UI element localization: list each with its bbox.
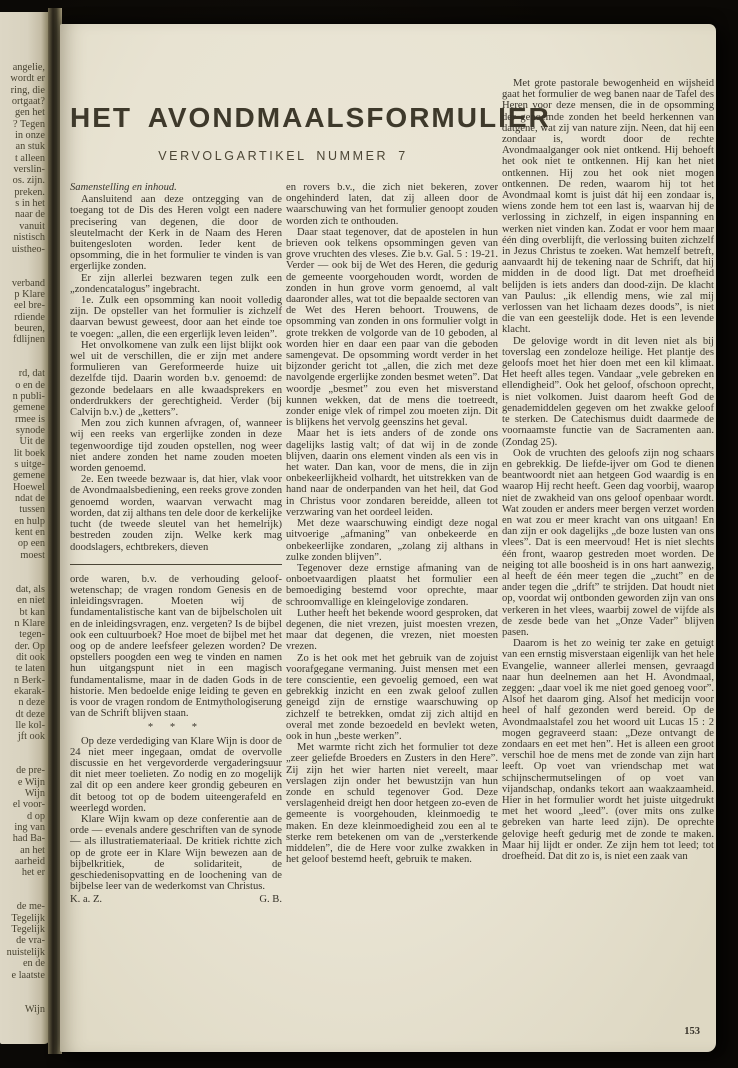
spine-fragment-line: ndat de bbox=[14, 493, 45, 505]
spine-fragment-line: moest bbox=[20, 549, 45, 561]
spine-fragment-line: bt kan bbox=[19, 606, 45, 618]
spine-fragment-line: het er bbox=[21, 867, 45, 879]
spine-fragment-line: rd, dat bbox=[18, 368, 45, 380]
article-subtitle: VERVOLGARTIKEL NUMMER 7 bbox=[158, 149, 408, 163]
spine-fragment-line: tegen- bbox=[19, 629, 45, 641]
signature-initials-right: G. B. bbox=[259, 894, 282, 906]
spine-fragment-line: verband bbox=[11, 277, 45, 289]
spine-fragment-line bbox=[0, 561, 45, 572]
spine-fragment-line: an het bbox=[20, 844, 45, 856]
spine-fragment-line bbox=[0, 266, 45, 277]
spine-fragment-line: dit ook bbox=[16, 651, 45, 663]
spine-fragment-line: an stuk bbox=[15, 141, 45, 153]
paragraph: 2e. Een tweede bezwaar is, dat hier, vlak voor de Avondmaalsbediening, een reeks grove zonden genoemd worden, waarvan verwacht mag worden, dat zij althans ten dele door de kerkelijke tucht (de tweede sleutel van het hemelrijk) bestreden zouden zijn. Welke kerk mag doodslagers, echtbrekers, dieven bbox=[70, 474, 282, 553]
spine-fragment-line bbox=[0, 255, 45, 266]
spine-fragment-line: Wijn bbox=[24, 788, 45, 799]
paragraph: Luther heeft het bekende woord gesproken, dat degenen, die niet vrezen, juist moesten vrezen, maar dat degenen, die vrezen, niet moesten vrezen. bbox=[286, 607, 498, 653]
paragraph: Tegenover deze ernstige afmaning van de onboetvaardigen plaatst het formulier een bemoediging bestemd voor oprechte, maar schroomvallige en kleingelovige zondaren. bbox=[286, 562, 498, 608]
article-divider-rule bbox=[70, 564, 282, 565]
spine-fragment-line: jft ook bbox=[17, 731, 45, 743]
spine-fragment-line: ing van bbox=[14, 822, 45, 834]
spine-fragment-line: naar de bbox=[14, 209, 45, 221]
paragraph: 1e. Zulk een opsomming kan nooit volledig zijn. De opsteller van het formulier is zichzelf daarvan bewust geweest, door aan het einde toe te voegen: „allen, die een ergerlijk leven leiden”. bbox=[70, 295, 282, 340]
paragraph: Klare Wijn kwam op deze conferentie aan de orde — evenals andere geschriften van de synode — als illustratiemateriaal. De kritiek richtte zich op de grote eer in Klare Wijn bewezen aan de bijbelkritiek, de solidariteit, de geschiedenisopvatting en de loochening van de bijbelse leer van de wederkomst van Christus. bbox=[70, 813, 282, 893]
spine-fragment-line: Uit de bbox=[19, 436, 45, 448]
spine-fragment-line: nistisch bbox=[13, 232, 45, 244]
spine-fragment-line: in onze bbox=[14, 130, 45, 142]
spine-fragment-line: gemene bbox=[12, 470, 45, 482]
spine-fragment-line: ? Tegen bbox=[13, 118, 45, 130]
spine-fragment-line: ortgaat? bbox=[11, 96, 45, 108]
section-heading: Samenstelling en inhoud. bbox=[70, 182, 177, 193]
spine-fragment-line: fdlijnen bbox=[12, 334, 45, 346]
spine-fragment-line: n deze bbox=[18, 697, 45, 709]
page-number: 153 bbox=[684, 1026, 700, 1037]
spine-fragment-line: eel bre- bbox=[13, 300, 45, 312]
paragraph: Men zou zich kunnen afvragen, of, wanneer wij een reeks van ergerlijke zonden in deze tegenwoordige tijd zouden opstellen, nog weer niet andere zonden het name zouden moeten worden genoemd. bbox=[70, 418, 282, 475]
paragraph: Zo is het ook met het gebruik van de zojuist voorafgegane vermaning. Juist mensen met een tere conscientie, een gevoelig gemoed, een wat gebrekkig inzicht en een zwak geloof zullen geneigd zijn de ernstige waarschuwing op zichzelf te betrekken, omdat zij zich altijd en overal met zonde bezoedeld en bevlekt weten, ook in hun „beste werken”. bbox=[286, 652, 498, 742]
spine-fragment-line bbox=[0, 357, 45, 368]
spine-fragment-line: el voor- bbox=[12, 799, 45, 811]
spine-fragment-line: gemene bbox=[12, 402, 45, 414]
paragraph: Er zijn allerlei bezwaren tegen zulk een „zondencatalogus” ingebracht. bbox=[70, 272, 282, 295]
spine-text-fragments bbox=[0, 62, 45, 1015]
paragraph: Ook de vruchten des geloofs zijn nog schaars en gebrekkig. De liefde-ijver om God te dienen beantwoordt niet aan hetgeen God waardig is en waarop Hij recht heeft. Geen dag voorbij, waarop niet de zwakheid van ons geloof openbaar wordt. Wat zouden er anders meer bergen verzet worden en wat zou er meer kracht van ons uitgaan! En dan zijn er ook dagelijks „de boze lusten van ons vlees”. Dat is een meervoud! Het is niet slechts één front, waarop gestreden moet worden. De neiging tot alle boosheid is in ons hart aanwezig, al heeft de één meer tegen die „zucht” en de ander tegen die „drift” te strijden. Dat houdt niet op, voordat wij ontbonden geworden zijn van ons verkeren in het vlees, waarbij zowel de vijfde als de zesde bede van het „Onze Vader” blijven pasen. bbox=[502, 447, 714, 638]
spine-fragment-line: ring, die bbox=[10, 84, 45, 96]
spine-fragment-line: e laatste bbox=[11, 969, 45, 981]
spine-fragment-line bbox=[0, 572, 45, 583]
spine-fragment-line: dt deze bbox=[15, 708, 45, 720]
spine-fragment-line bbox=[0, 879, 45, 890]
magazine-page bbox=[60, 24, 716, 1052]
spine-fragment-line: os. zijn. bbox=[12, 175, 45, 187]
spine-fragment-line: s in het bbox=[15, 198, 45, 210]
spine-fragment-line: de vra- bbox=[16, 935, 45, 947]
spine-fragment-line: o en de bbox=[15, 379, 45, 391]
paragraph: Met warmte richt zich het formulier tot deze „zeer geliefde Broeders en Zusters in den Here”. Zij zijn het wier harten niet vereelt, maar verslagen zijn onder het bewustzijn van hun zonde en schuld tegenover God. Deze verslagenheid dreigt hen door hetgeen zo-even de gemeente is voorgehouden, kleinmoedig te maken. En deze kleinmoedigheid zou een al te sterke rem betekenen om van de „versterkende middelen”, die de Here voor zulke zwakken in het geloof bestemd heeft, gebruik te maken. bbox=[286, 742, 498, 866]
spine-fragment-line: n publi- bbox=[12, 390, 45, 402]
spine-fragment-line: d op bbox=[26, 810, 45, 822]
column-3 bbox=[502, 78, 714, 862]
spine-fragment-line: gen het bbox=[14, 107, 45, 119]
spine-fragment-line: preken. bbox=[14, 186, 45, 198]
spine-fragment-line: kent en bbox=[14, 527, 45, 539]
spine-fragment-line: en de bbox=[22, 958, 45, 970]
column-1-paragraphs bbox=[70, 194, 282, 553]
spine-fragment-line: n Klare bbox=[14, 617, 45, 629]
masthead bbox=[70, 102, 551, 163]
spine-fragment-line: te laten bbox=[14, 663, 45, 675]
paragraph: orde waren, b.v. de verhouding geloof-wetenschap; de vragen rondom Genesis en de inleidingsvragen. Moeten wij de fundamentalistische kant van de bijbelscholen uit en de inleidingsvragen, enz. vergeten? Is de bijbel ook een cultuurboek? Hoe moet de bijbel met het oog op de andere leefsfeer gelezen worden? De opstellers poogden een weg te vinden en namen hun uitgangspunt niet in een magisch fundamentalisme, maar in de daden Gods in de historie. Men bedoelde enige leiding te geven en is voor de vragen rondom de Entmythologiserung van de Schrift blijven staan. bbox=[70, 573, 282, 720]
spine-fragment-line: ekarak- bbox=[14, 685, 45, 697]
spine-fragment-line: beuren, bbox=[14, 322, 45, 334]
spine-fragment-line bbox=[0, 743, 45, 754]
spine-fragment-line: lit boek bbox=[13, 447, 45, 459]
spine-fragment-line: verslin- bbox=[13, 164, 45, 176]
spine-fragment-line: vanuit bbox=[19, 220, 45, 232]
asterisk-separator: * * * bbox=[147, 722, 205, 734]
spine-fragment-line: de pre- bbox=[16, 765, 45, 777]
article-title: HET AVONDMAALSFORMULIER bbox=[70, 102, 551, 133]
signature-initials-left: K. a. Z. bbox=[70, 894, 103, 906]
paragraph: en rovers b.v., die zich niet bekeren, zover ongehinderd laten, dat zij alleen door de waarschuwing van het formulier genoopt zouden worden zich te onthouden. bbox=[286, 182, 498, 227]
spine-fragment-line: Tegelijk bbox=[11, 912, 45, 924]
spine-fragment-line: dat, als bbox=[15, 583, 45, 595]
spine-fragment-line: wordt er bbox=[10, 73, 45, 85]
spine-fragment-line: had Ba- bbox=[12, 833, 45, 845]
paragraph: Maar het is iets anders of de zonde ons dagelijks lastig valt; of dat wij in de zonde blijven, daarin ons element vinden als een vis in het water. Dan kan, voor de mens, die in zijn onbekeerlijkheid volhardt, het uitstrekken van de hand naar de onderpanden van het heil, dat God in Christus voor zondaren bereidde, alleen tot verzwaring van het oordeel leiden. bbox=[286, 428, 498, 518]
spine-fragment-line: rdiende bbox=[14, 311, 45, 323]
spine-fragment-line: p Klare bbox=[14, 288, 45, 300]
signature-row bbox=[70, 894, 282, 905]
spine-fragment-line: der. Op bbox=[14, 640, 45, 652]
column-2 bbox=[286, 182, 498, 865]
spine-fragment-line: uistheo- bbox=[11, 243, 45, 255]
spine-fragment-line: nuistelijk bbox=[6, 946, 45, 958]
spine-fragment-line: s uitge- bbox=[14, 459, 45, 471]
paragraph: Het onvolkomene van zulk een lijst blijkt ook wel uit de verschillen, die er zijn met andere formulieren van Gereformeerde huize uit dezelfde tijd. Daarin worden b.v. genoemd: de gezonde bedelaars en alle kwaadsprekers en onderdrukkers der gerechtigheid. Verder (bij Calvijn b.v.) de „ketters”. bbox=[70, 339, 282, 419]
spine-fragment-line bbox=[0, 981, 45, 992]
spine-fragment-line: angelie, bbox=[12, 62, 45, 73]
paragraph: Daar staat tegenover, dat de apostelen in hun brieven ook telkens opsommingen geven van grove vruchten des vleses. Zie b.v. Gal. 5 : 19-21. Verder — ook bij de Wet des Heren, die gedurig de gemeente voorgehouden wordt, worden de zonden in hun grove vorm genoemd, al valt daaronder alles, wat tot die bepaalde sectoren van de Wet des Heren behoort. Trouwens, de opsomming van zonden in ons formulier volgt in grote trekken de volgorde van de 10 geboden, al worden hier en daar een paar van die geboden samengevat. De opsomming wordt verder in het bijzonder gericht tot „allen, die zich met deze navolgende ergerlijke zonden besmet weten”. Dat woordje „besmet” zou even het misverstand kunnen wekken, dat de mens die toetreedt, zonder enige vlek of rimpel zou moeten zijn. Dit is blijkens het vervolg geenszins het geval. bbox=[286, 226, 498, 429]
spine-fragment-line: en hulp bbox=[14, 515, 45, 527]
spine-fragment-line bbox=[0, 754, 45, 765]
spine-fragment-line: aarheid bbox=[14, 856, 45, 868]
secondary-article-continuation bbox=[70, 574, 282, 720]
paragraph: De gelovige wordt in dit leven niet als bij toverslag een zondeloze heilige. Het plantje des geloofs moet het hier doen met een kil klimaat. Het heeft alles tegen. Vandaar „vele gebreken en ellendigheid”. Ook het geloof, ofschoon oprecht, is niet volkomen. Juist daarom heeft God de genademiddelen gegeven om het zwakke geloof te sterken. De Catechismus duidt daarmede de voornaamste functie van de Sacramenten aan. (Zondag 25). bbox=[502, 335, 714, 448]
spine-fragment-line bbox=[0, 992, 45, 1003]
spine-fragment-line: e Wijn bbox=[17, 776, 45, 788]
paragraph: Op deze verdediging van Klare Wijn is door de 24 niet meer ingegaan, omdat de overvolle discussie en het vergevorderde vergaderingsuur dit niet meer toelieten. Zo nodig en zo mogelijk zal dit op een andere keer grondig gebeuren en dit betoog tot op de bodem uiteengerafeld en weerlegd worden. bbox=[70, 735, 282, 814]
spine-fragment-line: lle kol- bbox=[15, 719, 45, 731]
paragraph: Met grote pastorale bewogenheid en wijsheid gaat het formulier de weg banen naar de Tafel des Heren voor deze mensen, die in de opsomming der genoemde zonden het beeld herkennen van datgene, wat zij van nature zijn. Neen, dat hij een zondaar is, wordt door de rechte Avondmaalganger ook niet ontkend. Hij behoeft het ook niet te ontkennen. Hij kan het niet ontkennen. Hij zou het ook niet mogen ontkennen. De reden, waarom hij tot het Avondmaal komt is juist dát hij een zondaar is, wiens zonde hem tot een last is, waarvan hij de verlossing in zichzelf, in eigen inspanning en werken niet vinden kan. Zodat er voor hem maar één ding overblijft, die verlossing buiten zichzelf in Jezus Christus te zoeken. Wat hemzelf betreft, aanvaardt hij de tekening naar de Schrift, dat hij midden in de dood ligt. Dat met droefheid belijden is iets anders dan dood-zijn. De klacht van Paulus: „ik ellendig mens, wie zal mij verlossen van het lichaam dezes doods”, is niet die van een geestelijk dode. Het is een levende klacht. bbox=[502, 78, 714, 336]
previous-page-edge bbox=[0, 12, 50, 1044]
spine-fragment-line: synode bbox=[15, 425, 45, 436]
column-1 bbox=[70, 182, 282, 906]
paragraph: Aansluitend aan deze ontzegging van de toegang tot de Dis des Heren volgt een nadere precisering van degenen, die door de sleutelmacht der Kerk in de Naam des Heren buitengesloten worden. Ieder kent de opsomming, die in het formulier te vinden is van ergerlijke zonden. bbox=[70, 194, 282, 273]
spine-fragment-line: n Berk- bbox=[13, 674, 45, 686]
spine-fragment-line: en niet bbox=[17, 595, 45, 607]
spine-fragment-line bbox=[0, 346, 45, 357]
spine-fragment-line: Tegelijk bbox=[11, 924, 45, 936]
spine-fragment-line: de me- bbox=[16, 901, 45, 913]
spine-fragment-line: t alleen bbox=[14, 152, 45, 164]
paragraph: Met deze waarschuwing eindigt deze nogal uitvoerige „afmaning” van onbekeerde en onbekeerlijke zondaren, „zolang zij althans in zulke zonden blijven”. bbox=[286, 518, 498, 563]
spine-fragment-line: rmee is bbox=[14, 413, 45, 425]
spine-fragment-line: Hoewel bbox=[12, 481, 45, 493]
spine-fragment-line: tussen bbox=[19, 504, 45, 516]
paragraph: Daarom is het zo weinig ter zake en getuigt van een ernstig misverstaan eigenlijk van het hele Evangelie, wanneer allerlei mensen, gevraagd naar hun deelnemen aan het H. Avondmaal, zeggen: „daar voel ik me niet goed genoeg voor”. Alsof het daarom ging. Alsof het medicijn voor heel of half gezonden werd bereid. Op de Avondmaalstafel zou het woord uit Lucas 15 : 2 mogen gegraveerd staan: „Deze ontvangt de zondaars en eet met hen”. Het is alleen een groot verschil hoe de mens met de zonde van zijn hart leeft. Op voet van vriendschap met wat schijnschermutselingen of op voet van vijandschap, ondanks tekort aan waakzaamheid. Hier in het formulier wordt het juiste uitgedrukt met het woord „leed”. (over mits ons zulke gebreken van harte leed zijn). De oprechte gelovige heeft gedurig met de zonde te maken. Maar hij lijdt er onder. Ze zijn hem tot leed; tot droefheid. Dat dit zo is, is niet een zaak van bbox=[502, 638, 714, 863]
spine-fragment-line: Wijn bbox=[24, 1003, 45, 1015]
spine-fragment-line bbox=[0, 890, 45, 901]
spine-fragment-line: op een bbox=[17, 538, 45, 550]
secondary-article-paragraphs bbox=[70, 736, 282, 893]
